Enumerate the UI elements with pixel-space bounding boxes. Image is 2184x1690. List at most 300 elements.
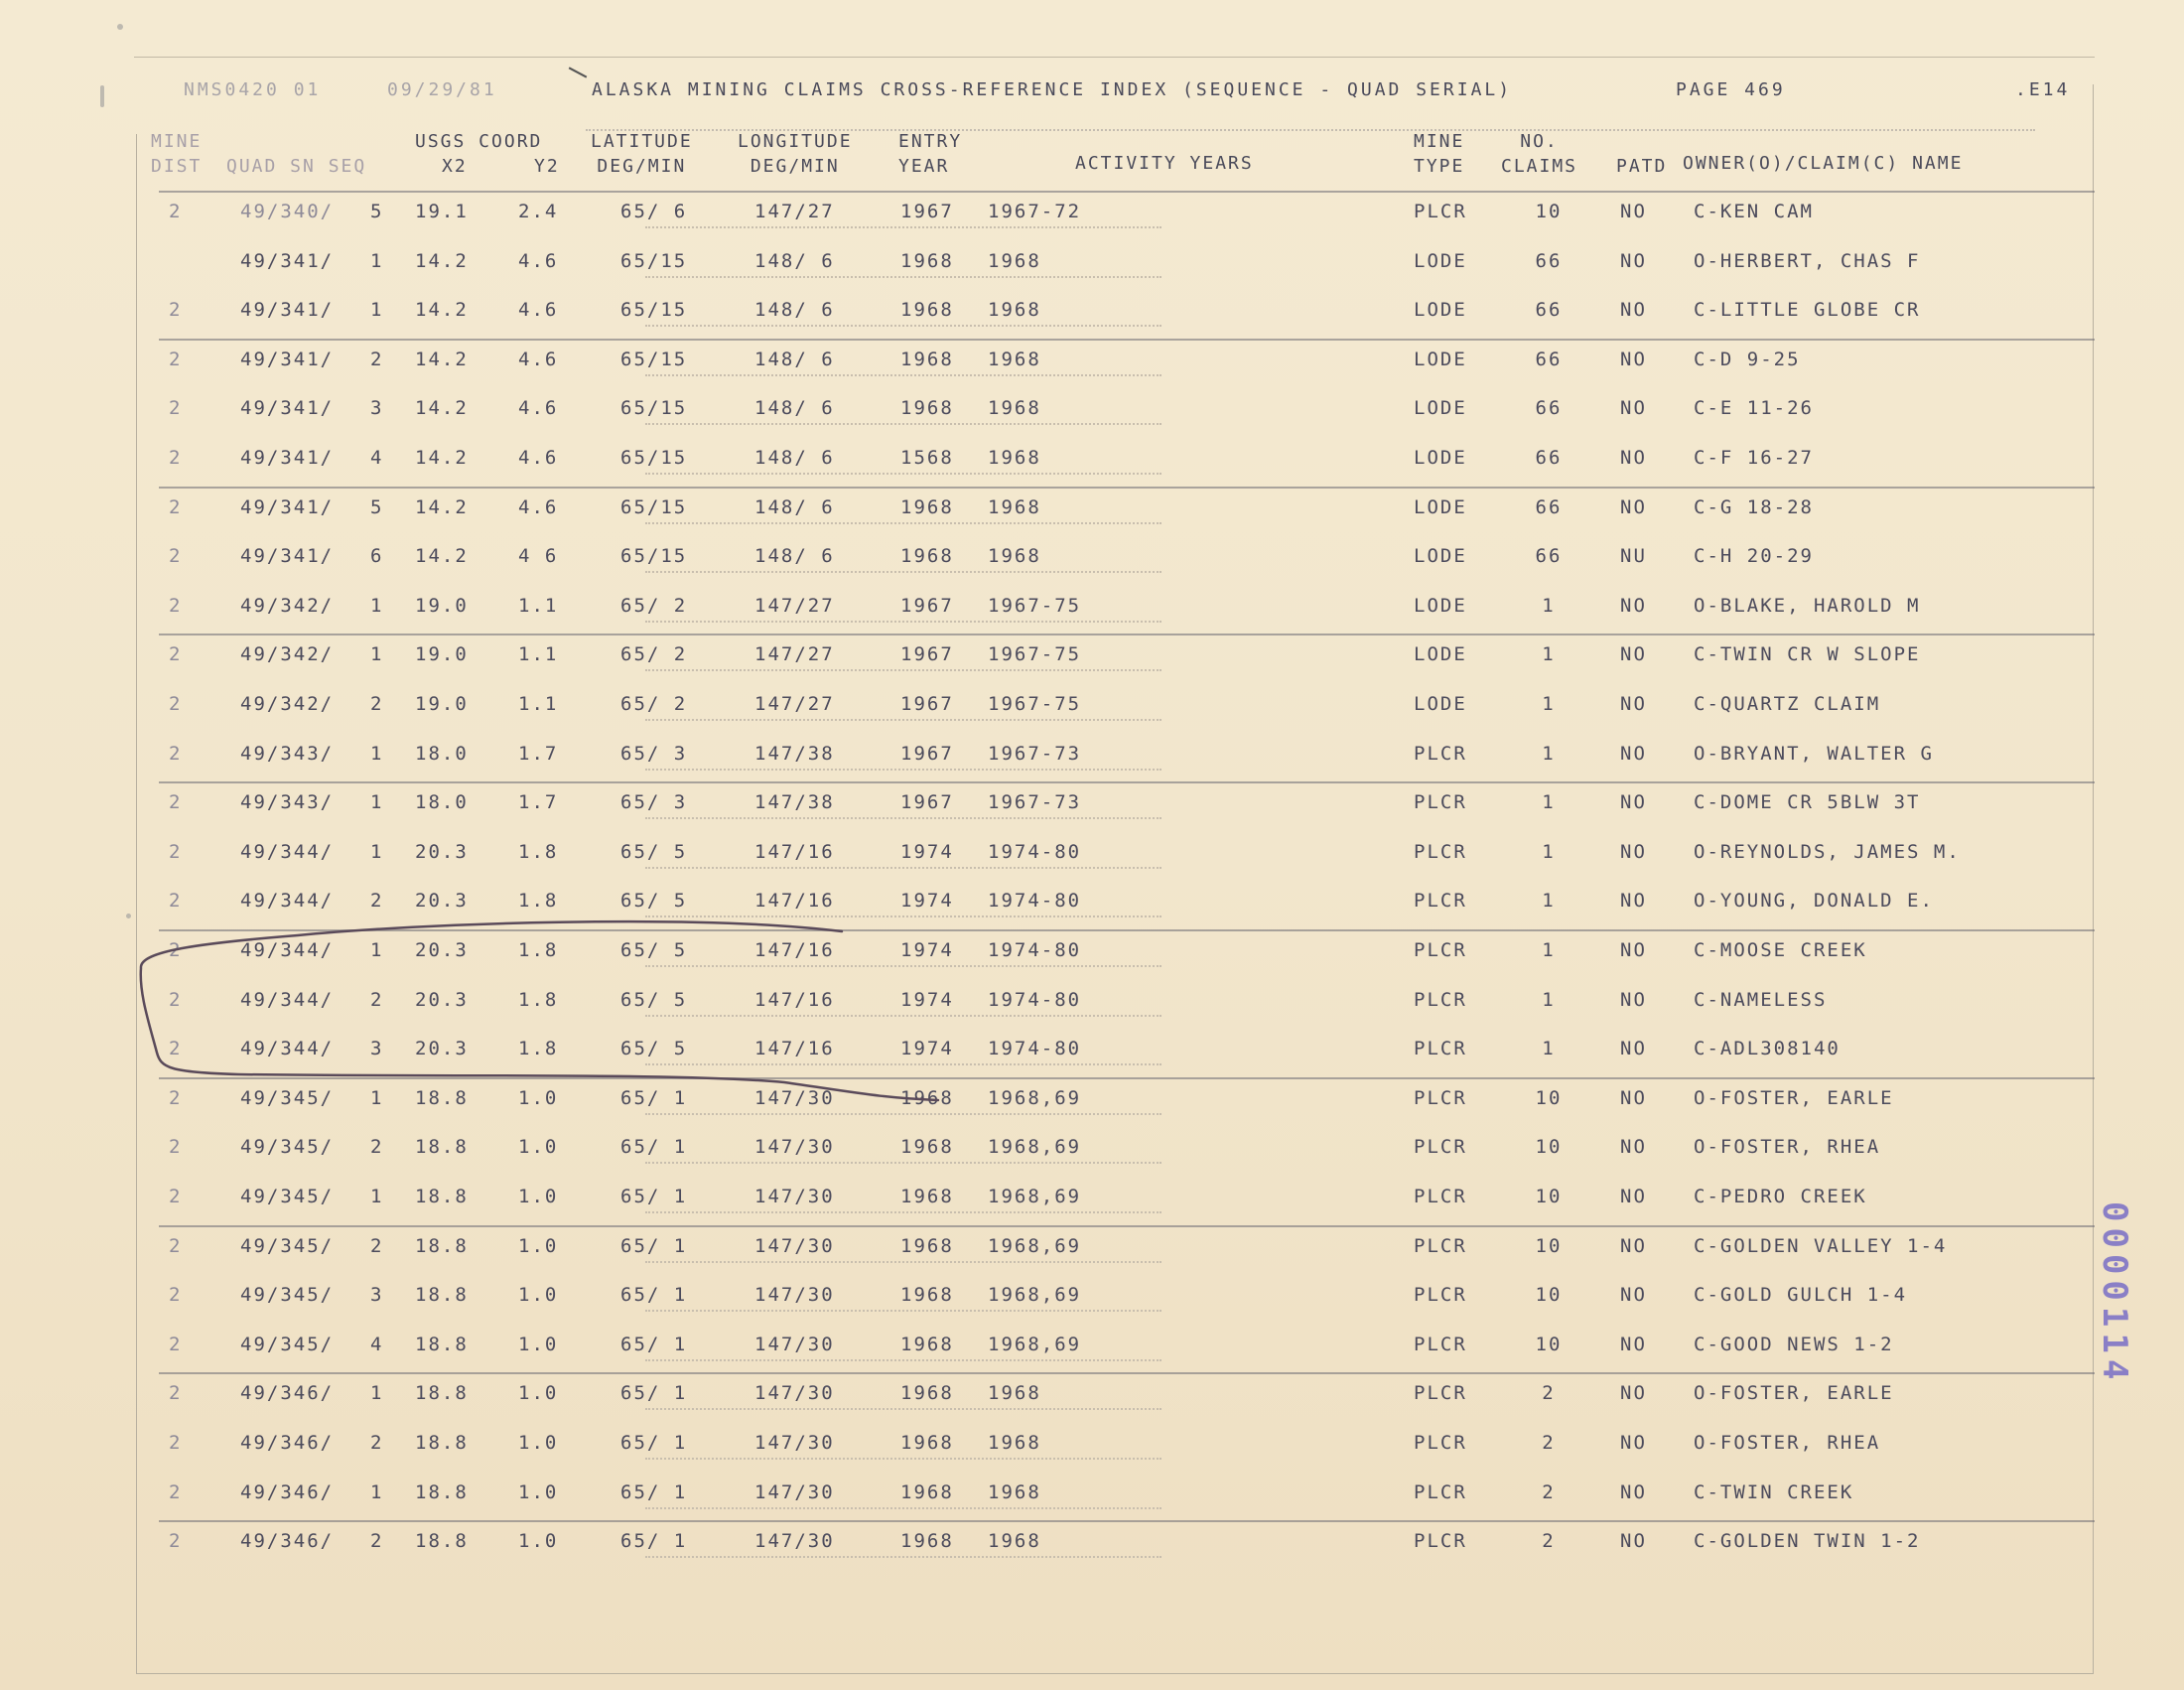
cell-type: LODE (1414, 693, 1467, 715)
paper-speck (117, 24, 123, 30)
cell-lon: 148/ 6 (754, 496, 835, 518)
cell-activity: 1968,69 (988, 1136, 1082, 1158)
col-activity-years: ACTIVITY YEARS (1075, 153, 1254, 174)
cell-lon: 148/ 6 (754, 250, 835, 272)
row-dotted-rule (645, 325, 1161, 327)
cell-name: C-ADL308140 (1694, 1038, 1841, 1059)
cell-seq: 1 (370, 791, 384, 813)
cell-quad: 49/341/ (240, 496, 335, 518)
cell-entry: 1968 (900, 349, 954, 370)
cell-activity: 1968 (988, 496, 1041, 518)
cell-activity: 1968 (988, 299, 1041, 321)
cell-dist: 2 (169, 693, 183, 715)
cell-activity: 1968,69 (988, 1186, 1082, 1207)
cell-y2: 1.8 (518, 1038, 559, 1059)
cell-type: PLCR (1414, 1481, 1467, 1503)
cell-name: O-HERBERT, CHAS F (1694, 250, 1921, 272)
row-dotted-rule (645, 522, 1161, 524)
cell-seq: 1 (370, 643, 384, 665)
cell-type: PLCR (1414, 1038, 1467, 1059)
cell-lat: 65/15 (620, 545, 688, 567)
row-dotted-rule (645, 571, 1161, 573)
table-row (0, 1083, 2184, 1113)
cell-patd: NO (1620, 743, 1647, 765)
cell-activity: 1968,69 (988, 1087, 1082, 1109)
cell-lon: 147/16 (754, 841, 835, 863)
row-dotted-rule (645, 1015, 1161, 1017)
cell-lon: 148/ 6 (754, 545, 835, 567)
cell-quad: 49/345/ (240, 1235, 335, 1257)
cell-x2: 18.8 (415, 1530, 469, 1552)
cell-name: C-D 9-25 (1694, 349, 1801, 370)
cell-dist: 2 (169, 1136, 183, 1158)
cell-activity: 1967-73 (988, 791, 1082, 813)
cell-x2: 14.2 (415, 545, 469, 567)
cell-entry: 1968 (900, 1481, 954, 1503)
cell-name: C-G 18-28 (1694, 496, 1814, 518)
cell-patd: NO (1620, 299, 1647, 321)
cell-quad: 49/344/ (240, 989, 335, 1011)
cell-activity: 1968 (988, 1432, 1041, 1454)
cell-quad: 49/341/ (240, 250, 335, 272)
group-rule (159, 1520, 2095, 1522)
cell-entry: 1974 (900, 890, 954, 912)
cell-seq: 6 (370, 545, 384, 567)
col-latitude (591, 129, 693, 179)
cell-claims: 10 (1535, 1284, 1563, 1306)
cell-claims: 66 (1535, 250, 1563, 272)
cell-claims: 66 (1535, 349, 1563, 370)
cell-x2: 14.2 (415, 250, 469, 272)
cell-x2: 18.0 (415, 743, 469, 765)
cell-type: LODE (1414, 496, 1467, 518)
col-mine-label: MINE (151, 131, 203, 152)
cell-entry: 1968 (900, 496, 954, 518)
table-row (0, 1526, 2184, 1556)
col-year-label: YEAR (898, 156, 950, 177)
cell-lat: 65/ 2 (620, 595, 688, 617)
cell-activity: 1967-75 (988, 693, 1082, 715)
cell-quad: 49/341/ (240, 299, 335, 321)
cell-x2: 18.8 (415, 1136, 469, 1158)
cell-entry: 1967 (900, 743, 954, 765)
cell-claims: 1 (1542, 841, 1556, 863)
cell-patd: NO (1620, 1284, 1647, 1306)
cell-type: PLCR (1414, 1235, 1467, 1257)
col-usgs-coord: USGS COORD (415, 131, 543, 152)
cell-type: PLCR (1414, 1087, 1467, 1109)
cell-patd: NO (1620, 1334, 1647, 1355)
cell-dist: 2 (169, 1432, 183, 1454)
cell-activity: 1974-80 (988, 989, 1082, 1011)
row-dotted-rule (645, 473, 1161, 475)
cell-name: O-REYNOLDS, JAMES M. (1694, 841, 1961, 863)
cell-lon: 147/27 (754, 693, 835, 715)
cell-y2: 1.8 (518, 890, 559, 912)
cell-type: LODE (1414, 397, 1467, 419)
table-row (0, 197, 2184, 226)
cell-quad: 49/344/ (240, 939, 335, 961)
cell-type: LODE (1414, 299, 1467, 321)
row-dotted-rule (645, 621, 1161, 623)
check-mark-icon (569, 67, 588, 77)
report-title: ALASKA MINING CLAIMS CROSS-REFERENCE INDEX (SEQUENCE - QUAD SERIAL) (592, 79, 1513, 100)
table-row (0, 1182, 2184, 1211)
cell-claims: 1 (1542, 643, 1556, 665)
cell-patd: NO (1620, 447, 1647, 469)
cell-seq: 1 (370, 1382, 384, 1404)
cell-x2: 20.3 (415, 890, 469, 912)
cell-lon: 147/30 (754, 1284, 835, 1306)
cell-dist: 2 (169, 643, 183, 665)
cell-x2: 18.8 (415, 1382, 469, 1404)
table-row (0, 935, 2184, 965)
cell-entry: 1974 (900, 939, 954, 961)
row-dotted-rule (645, 1458, 1161, 1460)
cell-dist: 2 (169, 299, 183, 321)
col-longitude-unit: DEG/MIN (750, 156, 840, 177)
page-number: PAGE 469 (1676, 79, 1786, 100)
cell-name: C-QUARTZ CLAIM (1694, 693, 1881, 715)
cell-seq: 1 (370, 250, 384, 272)
col-latitude-label: LATITUDE (591, 131, 693, 152)
cell-dist: 2 (169, 447, 183, 469)
cell-seq: 2 (370, 349, 384, 370)
cell-y2: 1.0 (518, 1382, 559, 1404)
cell-lon: 147/30 (754, 1382, 835, 1404)
cell-claims: 1 (1542, 743, 1556, 765)
cell-seq: 1 (370, 299, 384, 321)
cell-lat: 65/ 1 (620, 1530, 688, 1552)
group-rule (159, 487, 2095, 489)
cell-lon: 147/30 (754, 1334, 835, 1355)
row-dotted-rule (645, 1408, 1161, 1410)
cell-x2: 18.8 (415, 1334, 469, 1355)
cell-entry: 1968 (900, 1334, 954, 1355)
cell-entry: 1568 (900, 447, 954, 469)
cell-lon: 147/27 (754, 595, 835, 617)
cell-x2: 18.0 (415, 791, 469, 813)
cell-y2: 1.0 (518, 1136, 559, 1158)
cell-name: C-E 11-26 (1694, 397, 1814, 419)
cell-type: PLCR (1414, 1186, 1467, 1207)
cell-type: PLCR (1414, 1382, 1467, 1404)
table-row (0, 591, 2184, 621)
cell-lon: 147/27 (754, 643, 835, 665)
cell-lon: 148/ 6 (754, 397, 835, 419)
row-dotted-rule (645, 965, 1161, 967)
run-date: 09/29/81 (387, 79, 497, 100)
cell-y2: 1.1 (518, 595, 559, 617)
cell-y2: 1.7 (518, 791, 559, 813)
cell-name: C-PEDRO CREEK (1694, 1186, 1867, 1207)
col-x2: X2 (442, 156, 468, 177)
cell-y2: 2.4 (518, 201, 559, 222)
cell-dist: 2 (169, 989, 183, 1011)
form-code: .E14 (2015, 79, 2071, 100)
cell-type: PLCR (1414, 743, 1467, 765)
cell-patd: NO (1620, 1235, 1647, 1257)
cell-activity: 1967-73 (988, 743, 1082, 765)
cell-claims: 66 (1535, 447, 1563, 469)
cell-x2: 14.2 (415, 496, 469, 518)
cell-seq: 4 (370, 1334, 384, 1355)
cell-name: C-GOLDEN TWIN 1-2 (1694, 1530, 1921, 1552)
table-row (0, 1428, 2184, 1458)
cell-claims: 2 (1542, 1481, 1556, 1503)
cell-x2: 18.8 (415, 1235, 469, 1257)
cell-y2: 1.8 (518, 841, 559, 863)
col-quad-sn-seq: QUAD SN SEQ (226, 156, 367, 177)
cell-x2: 19.1 (415, 201, 469, 222)
cell-activity: 1967-75 (988, 643, 1082, 665)
cell-entry: 1974 (900, 989, 954, 1011)
cell-lat: 65/ 1 (620, 1334, 688, 1355)
group-rule (159, 191, 2095, 193)
cell-x2: 14.2 (415, 447, 469, 469)
cell-activity: 1967-75 (988, 595, 1082, 617)
group-rule (159, 929, 2095, 931)
row-dotted-rule (645, 226, 1161, 228)
cell-activity: 1974-80 (988, 1038, 1082, 1059)
cell-lon: 147/16 (754, 890, 835, 912)
cell-name: O-YOUNG, DONALD E. (1694, 890, 1934, 912)
cell-name: O-FOSTER, EARLE (1694, 1382, 1894, 1404)
cell-patd: NO (1620, 1382, 1647, 1404)
cell-lat: 65/15 (620, 250, 688, 272)
cell-lat: 65/ 5 (620, 939, 688, 961)
cell-type: PLCR (1414, 1284, 1467, 1306)
cell-type: PLCR (1414, 201, 1467, 222)
cell-lat: 65/ 2 (620, 643, 688, 665)
run-code: NMS0420 01 (184, 79, 322, 100)
col-mine-dist (151, 129, 202, 179)
table-row (0, 1378, 2184, 1408)
cell-entry: 1968 (900, 1432, 954, 1454)
table-row (0, 345, 2184, 374)
cell-patd: NO (1620, 397, 1647, 419)
cell-patd: NO (1620, 1186, 1647, 1207)
cell-seq: 1 (370, 1186, 384, 1207)
cell-name: C-DOME CR 5BLW 3T (1694, 791, 1921, 813)
cell-patd: NO (1620, 693, 1647, 715)
cell-activity: 1968,69 (988, 1284, 1082, 1306)
row-dotted-rule (645, 769, 1161, 771)
cell-claims: 1 (1542, 939, 1556, 961)
cell-x2: 14.2 (415, 349, 469, 370)
cell-claims: 2 (1542, 1432, 1556, 1454)
cell-y2: 1.8 (518, 989, 559, 1011)
cell-seq: 2 (370, 693, 384, 715)
cell-seq: 2 (370, 890, 384, 912)
row-dotted-rule (645, 1310, 1161, 1312)
cell-lon: 147/30 (754, 1136, 835, 1158)
cell-entry: 1967 (900, 595, 954, 617)
cell-type: PLCR (1414, 841, 1467, 863)
cell-type: PLCR (1414, 1530, 1467, 1552)
col-mine-type-label: MINE (1414, 131, 1465, 152)
row-dotted-rule (645, 276, 1161, 278)
cell-patd: NO (1620, 349, 1647, 370)
cell-lat: 65/ 1 (620, 1432, 688, 1454)
cell-quad: 49/341/ (240, 447, 335, 469)
cell-type: LODE (1414, 447, 1467, 469)
table-row (0, 1330, 2184, 1359)
cell-dist: 2 (169, 841, 183, 863)
col-y2: Y2 (534, 156, 560, 177)
cell-patd: NO (1620, 595, 1647, 617)
cell-lat: 65/ 1 (620, 1087, 688, 1109)
cell-claims: 2 (1542, 1382, 1556, 1404)
col-patd: PATD (1616, 156, 1668, 177)
cell-type: PLCR (1414, 1334, 1467, 1355)
cell-entry: 1968 (900, 1136, 954, 1158)
cell-claims: 1 (1542, 890, 1556, 912)
cell-quad: 49/343/ (240, 743, 335, 765)
cell-y2: 4 6 (518, 545, 559, 567)
cell-claims: 66 (1535, 545, 1563, 567)
cell-lat: 65/ 3 (620, 791, 688, 813)
cell-x2: 19.0 (415, 595, 469, 617)
cell-patd: NO (1620, 1087, 1647, 1109)
cell-y2: 4.6 (518, 299, 559, 321)
group-rule (159, 1077, 2095, 1079)
cell-activity: 1968 (988, 397, 1041, 419)
cell-dist: 2 (169, 1038, 183, 1059)
table-row (0, 1034, 2184, 1063)
cell-claims: 1 (1542, 1038, 1556, 1059)
cell-seq: 1 (370, 743, 384, 765)
cell-claims: 1 (1542, 791, 1556, 813)
cell-seq: 2 (370, 989, 384, 1011)
cell-activity: 1968 (988, 349, 1041, 370)
cell-entry: 1967 (900, 693, 954, 715)
cell-quad: 49/345/ (240, 1087, 335, 1109)
cell-entry: 1968 (900, 1382, 954, 1404)
cell-lat: 65/ 5 (620, 841, 688, 863)
cell-quad: 49/342/ (240, 595, 335, 617)
cell-name: O-BRYANT, WALTER G (1694, 743, 1934, 765)
cell-lat: 65/15 (620, 496, 688, 518)
cell-name: C-H 20-29 (1694, 545, 1814, 567)
cell-quad: 49/346/ (240, 1481, 335, 1503)
cell-claims: 10 (1535, 1087, 1563, 1109)
cell-seq: 1 (370, 939, 384, 961)
col-entry-year (898, 129, 962, 179)
cell-name: O-FOSTER, RHEA (1694, 1136, 1881, 1158)
cell-type: LODE (1414, 643, 1467, 665)
cell-seq: 1 (370, 841, 384, 863)
header-dotted-rule (586, 129, 2035, 131)
cell-lat: 65/ 1 (620, 1382, 688, 1404)
cell-name: C-LITTLE GLOBE CR (1694, 299, 1921, 321)
cell-dist: 2 (169, 1530, 183, 1552)
cell-claims: 66 (1535, 496, 1563, 518)
cell-type: PLCR (1414, 890, 1467, 912)
cell-seq: 1 (370, 595, 384, 617)
cell-seq: 2 (370, 1235, 384, 1257)
row-dotted-rule (645, 1507, 1161, 1509)
cell-lat: 65/ 1 (620, 1136, 688, 1158)
cell-lon: 147/16 (754, 1038, 835, 1059)
cell-name: C-TWIN CR W SLOPE (1694, 643, 1921, 665)
cell-dist: 2 (169, 496, 183, 518)
cell-type: LODE (1414, 545, 1467, 567)
row-dotted-rule (645, 915, 1161, 917)
col-dist-label: DIST (151, 156, 203, 177)
cell-patd: NO (1620, 643, 1647, 665)
cell-name: C-GOOD NEWS 1-2 (1694, 1334, 1894, 1355)
cell-lon: 147/30 (754, 1530, 835, 1552)
cell-lat: 65/ 1 (620, 1284, 688, 1306)
cell-activity: 1974-80 (988, 841, 1082, 863)
cell-name: O-FOSTER, RHEA (1694, 1432, 1881, 1454)
col-type-label: TYPE (1414, 156, 1465, 177)
cell-quad: 49/341/ (240, 349, 335, 370)
table-row (0, 443, 2184, 473)
table-row (0, 493, 2184, 522)
cell-dist: 2 (169, 1235, 183, 1257)
cell-type: PLCR (1414, 989, 1467, 1011)
cell-lon: 147/38 (754, 791, 835, 813)
cell-entry: 1968 (900, 545, 954, 567)
cell-lat: 65/ 5 (620, 1038, 688, 1059)
table-row (0, 393, 2184, 423)
cell-lon: 147/30 (754, 1186, 835, 1207)
cell-quad: 49/346/ (240, 1382, 335, 1404)
row-dotted-rule (645, 1556, 1161, 1558)
cell-quad: 49/346/ (240, 1530, 335, 1552)
cell-seq: 3 (370, 1284, 384, 1306)
cell-patd: NO (1620, 1530, 1647, 1552)
cell-y2: 1.8 (518, 939, 559, 961)
cell-x2: 20.3 (415, 939, 469, 961)
cell-lat: 65/ 1 (620, 1235, 688, 1257)
cell-x2: 18.8 (415, 1087, 469, 1109)
group-rule (159, 1372, 2095, 1374)
cell-lon: 147/30 (754, 1087, 835, 1109)
cell-lat: 65/ 5 (620, 989, 688, 1011)
cell-activity: 1968 (988, 447, 1041, 469)
cell-entry: 1968 (900, 1235, 954, 1257)
row-dotted-rule (645, 423, 1161, 425)
cell-entry: 1968 (900, 1530, 954, 1552)
table-row (0, 739, 2184, 769)
cell-lat: 65/15 (620, 349, 688, 370)
cell-entry: 1974 (900, 1038, 954, 1059)
cell-type: PLCR (1414, 939, 1467, 961)
cell-claims: 66 (1535, 299, 1563, 321)
cell-activity: 1967-72 (988, 201, 1082, 222)
cell-y2: 1.0 (518, 1334, 559, 1355)
row-dotted-rule (645, 1162, 1161, 1164)
table-row (0, 1231, 2184, 1261)
cell-patd: NO (1620, 250, 1647, 272)
cell-x2: 18.8 (415, 1432, 469, 1454)
cell-x2: 20.3 (415, 841, 469, 863)
cell-quad: 49/344/ (240, 890, 335, 912)
cell-dist: 2 (169, 1334, 183, 1355)
cell-patd: NO (1620, 1136, 1647, 1158)
cell-seq: 5 (370, 201, 384, 222)
table-row (0, 787, 2184, 817)
cell-patd: NO (1620, 1481, 1647, 1503)
cell-lon: 147/30 (754, 1235, 835, 1257)
cell-quad: 49/341/ (240, 397, 335, 419)
cell-claims: 1 (1542, 989, 1556, 1011)
cell-y2: 1.0 (518, 1284, 559, 1306)
cell-y2: 1.0 (518, 1087, 559, 1109)
